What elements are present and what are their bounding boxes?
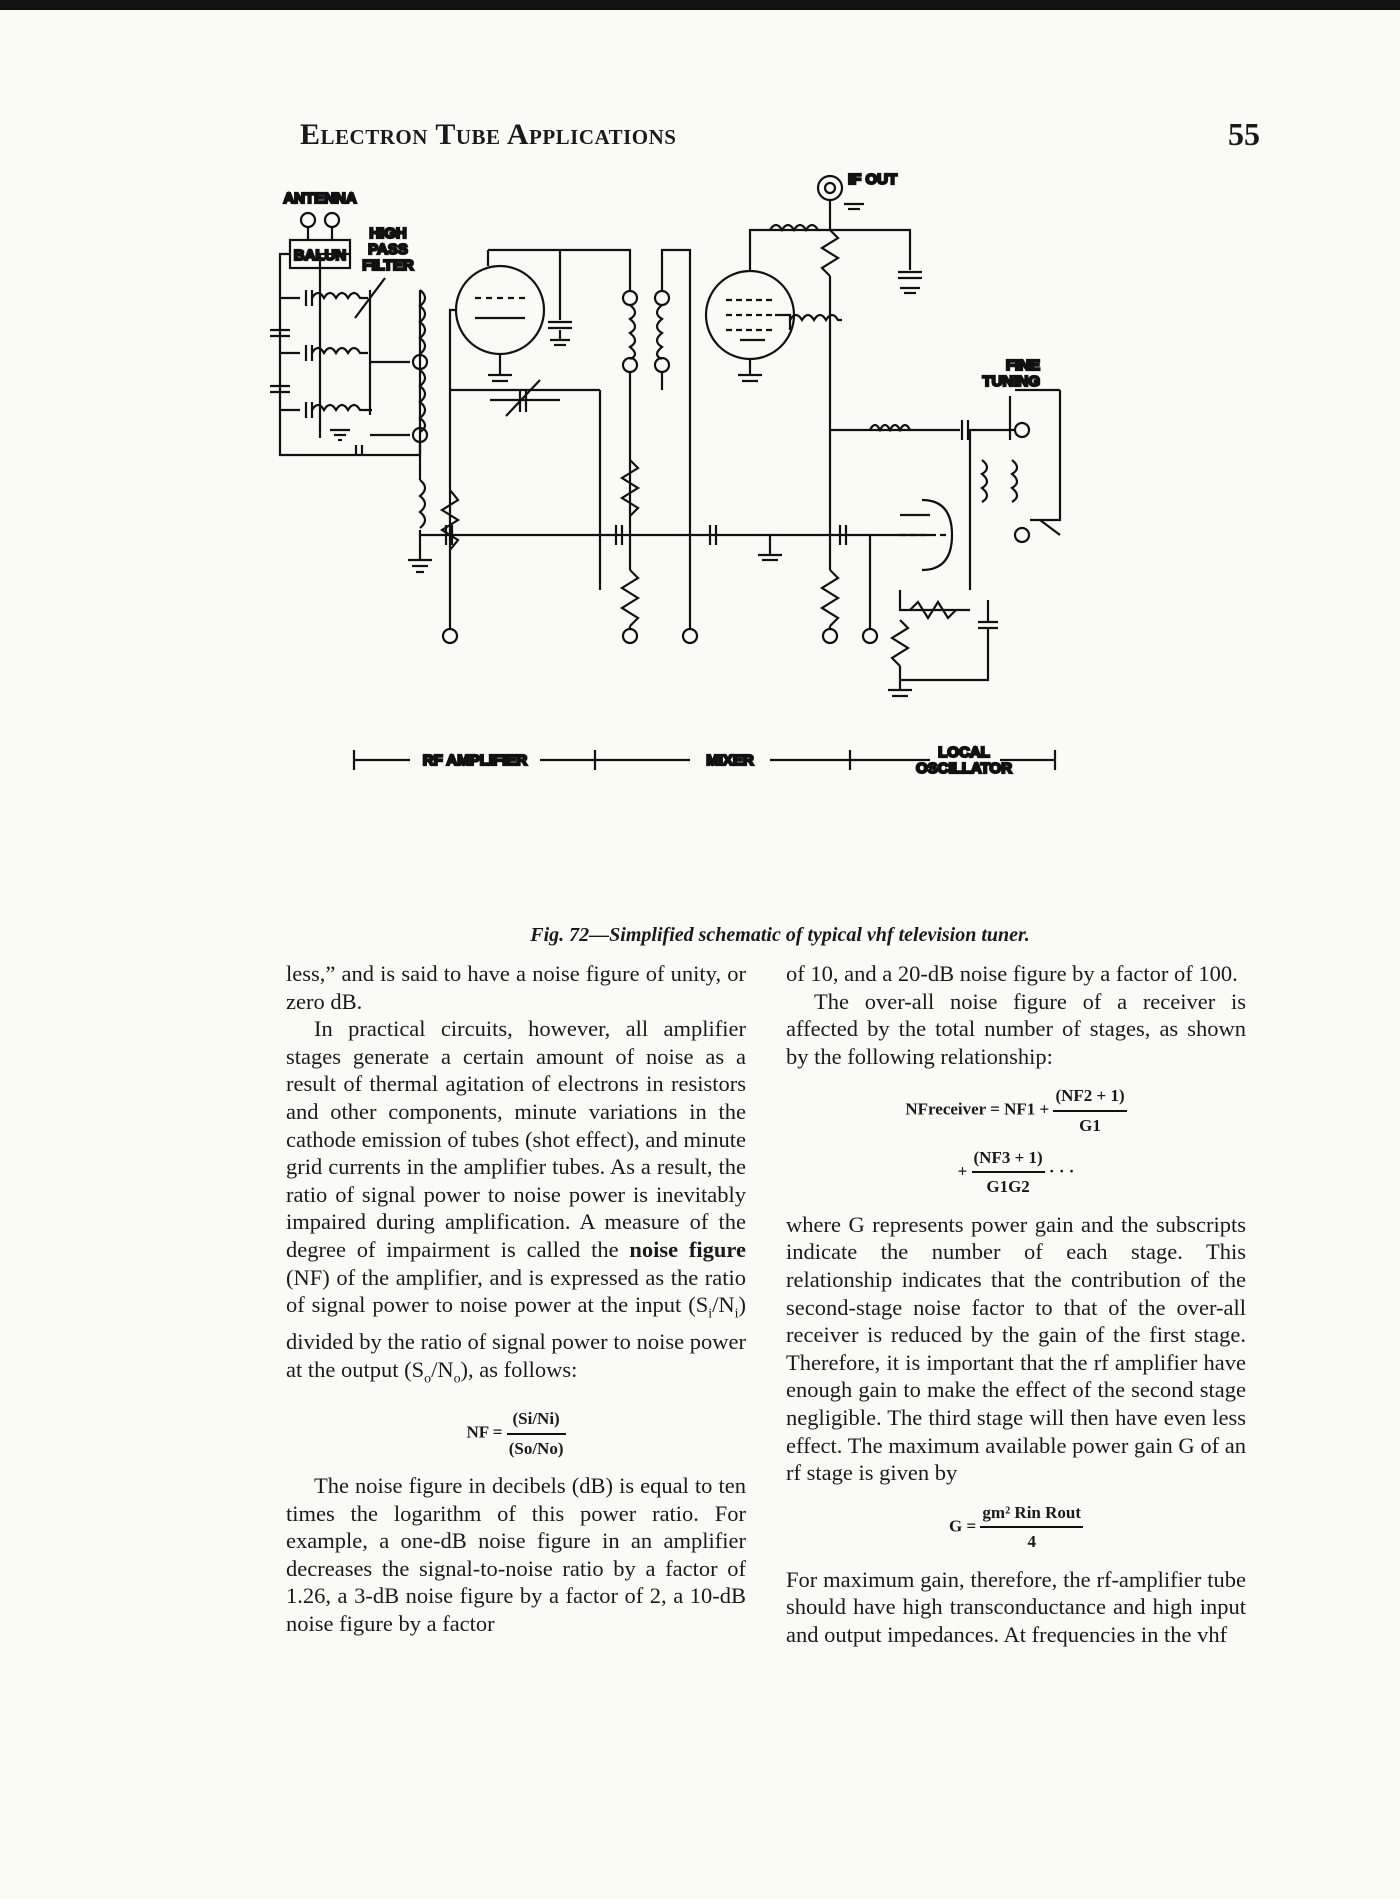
right-column [786, 960, 1246, 1649]
variable-capacitor [490, 380, 560, 416]
figure-caption: Fig. 72—Simplified schematic of typical vhf television tuner. [530, 924, 1030, 946]
high-pass-filter [270, 254, 390, 455]
label-balun: BALUN [293, 247, 347, 264]
right-paragraph-3: where G represents power gain and the subscripts indicate the number of each stage. This relationship indicates that the contribution of the second-stage noise factor to that of the over-all receiver is reduced by the gain of the first stage. Therefore, it is important that the rf amplifier have enough gain to make the effect of the second stage negligible. The third stage will then have even less effect. The maximum available power gain G of an rf stage is given by [786, 1211, 1246, 1486]
coupling-rail [420, 420, 930, 643]
if-output [770, 176, 922, 420]
local-oscillator [830, 390, 1060, 696]
label-oscillator: OSCILLATOR [915, 760, 1013, 777]
rf-input-coils [370, 290, 432, 572]
antenna-symbol [301, 213, 339, 240]
right-paragraph-1: of 10, and a 20-dB noise figure by a factor of 100. [786, 961, 1238, 986]
right-paragraph-2: The over-all noise figure of a receiver is affected by the total number of stages, as shown by the following relationship: [786, 988, 1246, 1069]
label-if-out: IF OUT [848, 171, 898, 188]
label-local: LOCAL [938, 744, 990, 761]
schematic-figure [270, 171, 1260, 960]
mixer-tube [706, 230, 820, 381]
label-fine: FINE [1005, 357, 1040, 374]
label-filter: FILTER [362, 257, 414, 274]
power-gain-equation: G = $\frac{\text{gm² Rin Rout}}{4}$ [786, 1499, 1246, 1556]
label-tuning: TUNING [982, 373, 1040, 390]
left-paragraph-1: less,” and is said to have a noise figure of unity, or zero dB. [286, 961, 746, 1014]
left-paragraph-2: In practical circuits, however, all amplifier stages generate a certain amount of noise as a result of thermal agitation of electrons in resistors and other components, minute variations in the cathode emission of tubes (shot effect), and minute grid currents in the amplifier tubes. As a result, the ratio of signal power to noise power is inevitably impaired during amplification. A measure of the degree of impairment is called the noise figure (NF) of the amplifier, and is expressed as the ratio of signal power to noise power at the input $(S_i/N_i)$ divided by the ratio of signal power to noise power at the output $(S_o/N_o)$, as follows: [286, 1016, 746, 1387]
bypass-capacitor [548, 250, 572, 345]
label-antenna: ANTENNA [283, 190, 357, 207]
label-rf-amplifier: RF AMPLIFIER [422, 752, 528, 769]
noise-figure-term: noise figure [629, 1236, 746, 1262]
noise-figure-equation: NF = $\frac{(Si/Ni)}{(So/No)}$ [286, 1405, 746, 1462]
top-border-line [0, 0, 1400, 10]
right-paragraph-4: For maximum gain, therefore, the rf-amplifier tube should have high transconductance and high input and output impedances. At frequencies in the vhf [786, 1566, 1246, 1648]
label-mixer: MIXER [706, 752, 754, 769]
page-number: 55 [1228, 116, 1260, 152]
running-head: Electron Tube Applications [300, 118, 677, 151]
label-pass: PASS [368, 241, 408, 258]
receiver-noise-equation: NFreceiver = NF1 + $\frac{(NF2 + 1)}{G1}$ + $\frac{(NF3 + 1)}{G1G2}$ · · · [786, 1082, 1246, 1200]
interstage-coils [600, 250, 690, 590]
left-column [286, 960, 746, 1638]
label-high: HIGH [369, 225, 407, 242]
page-header [300, 112, 1260, 162]
left-paragraph-3: The noise figure in decibels (dB) is equal to ten times the logarithm of this power ratio. For example, a one-dB noise figure in an amplifier decreases the signal-to-noise ratio by a factor of 1.26, a 3-dB noise figure by a factor of 2, a 10-dB noise figure by a factor [286, 1473, 746, 1637]
